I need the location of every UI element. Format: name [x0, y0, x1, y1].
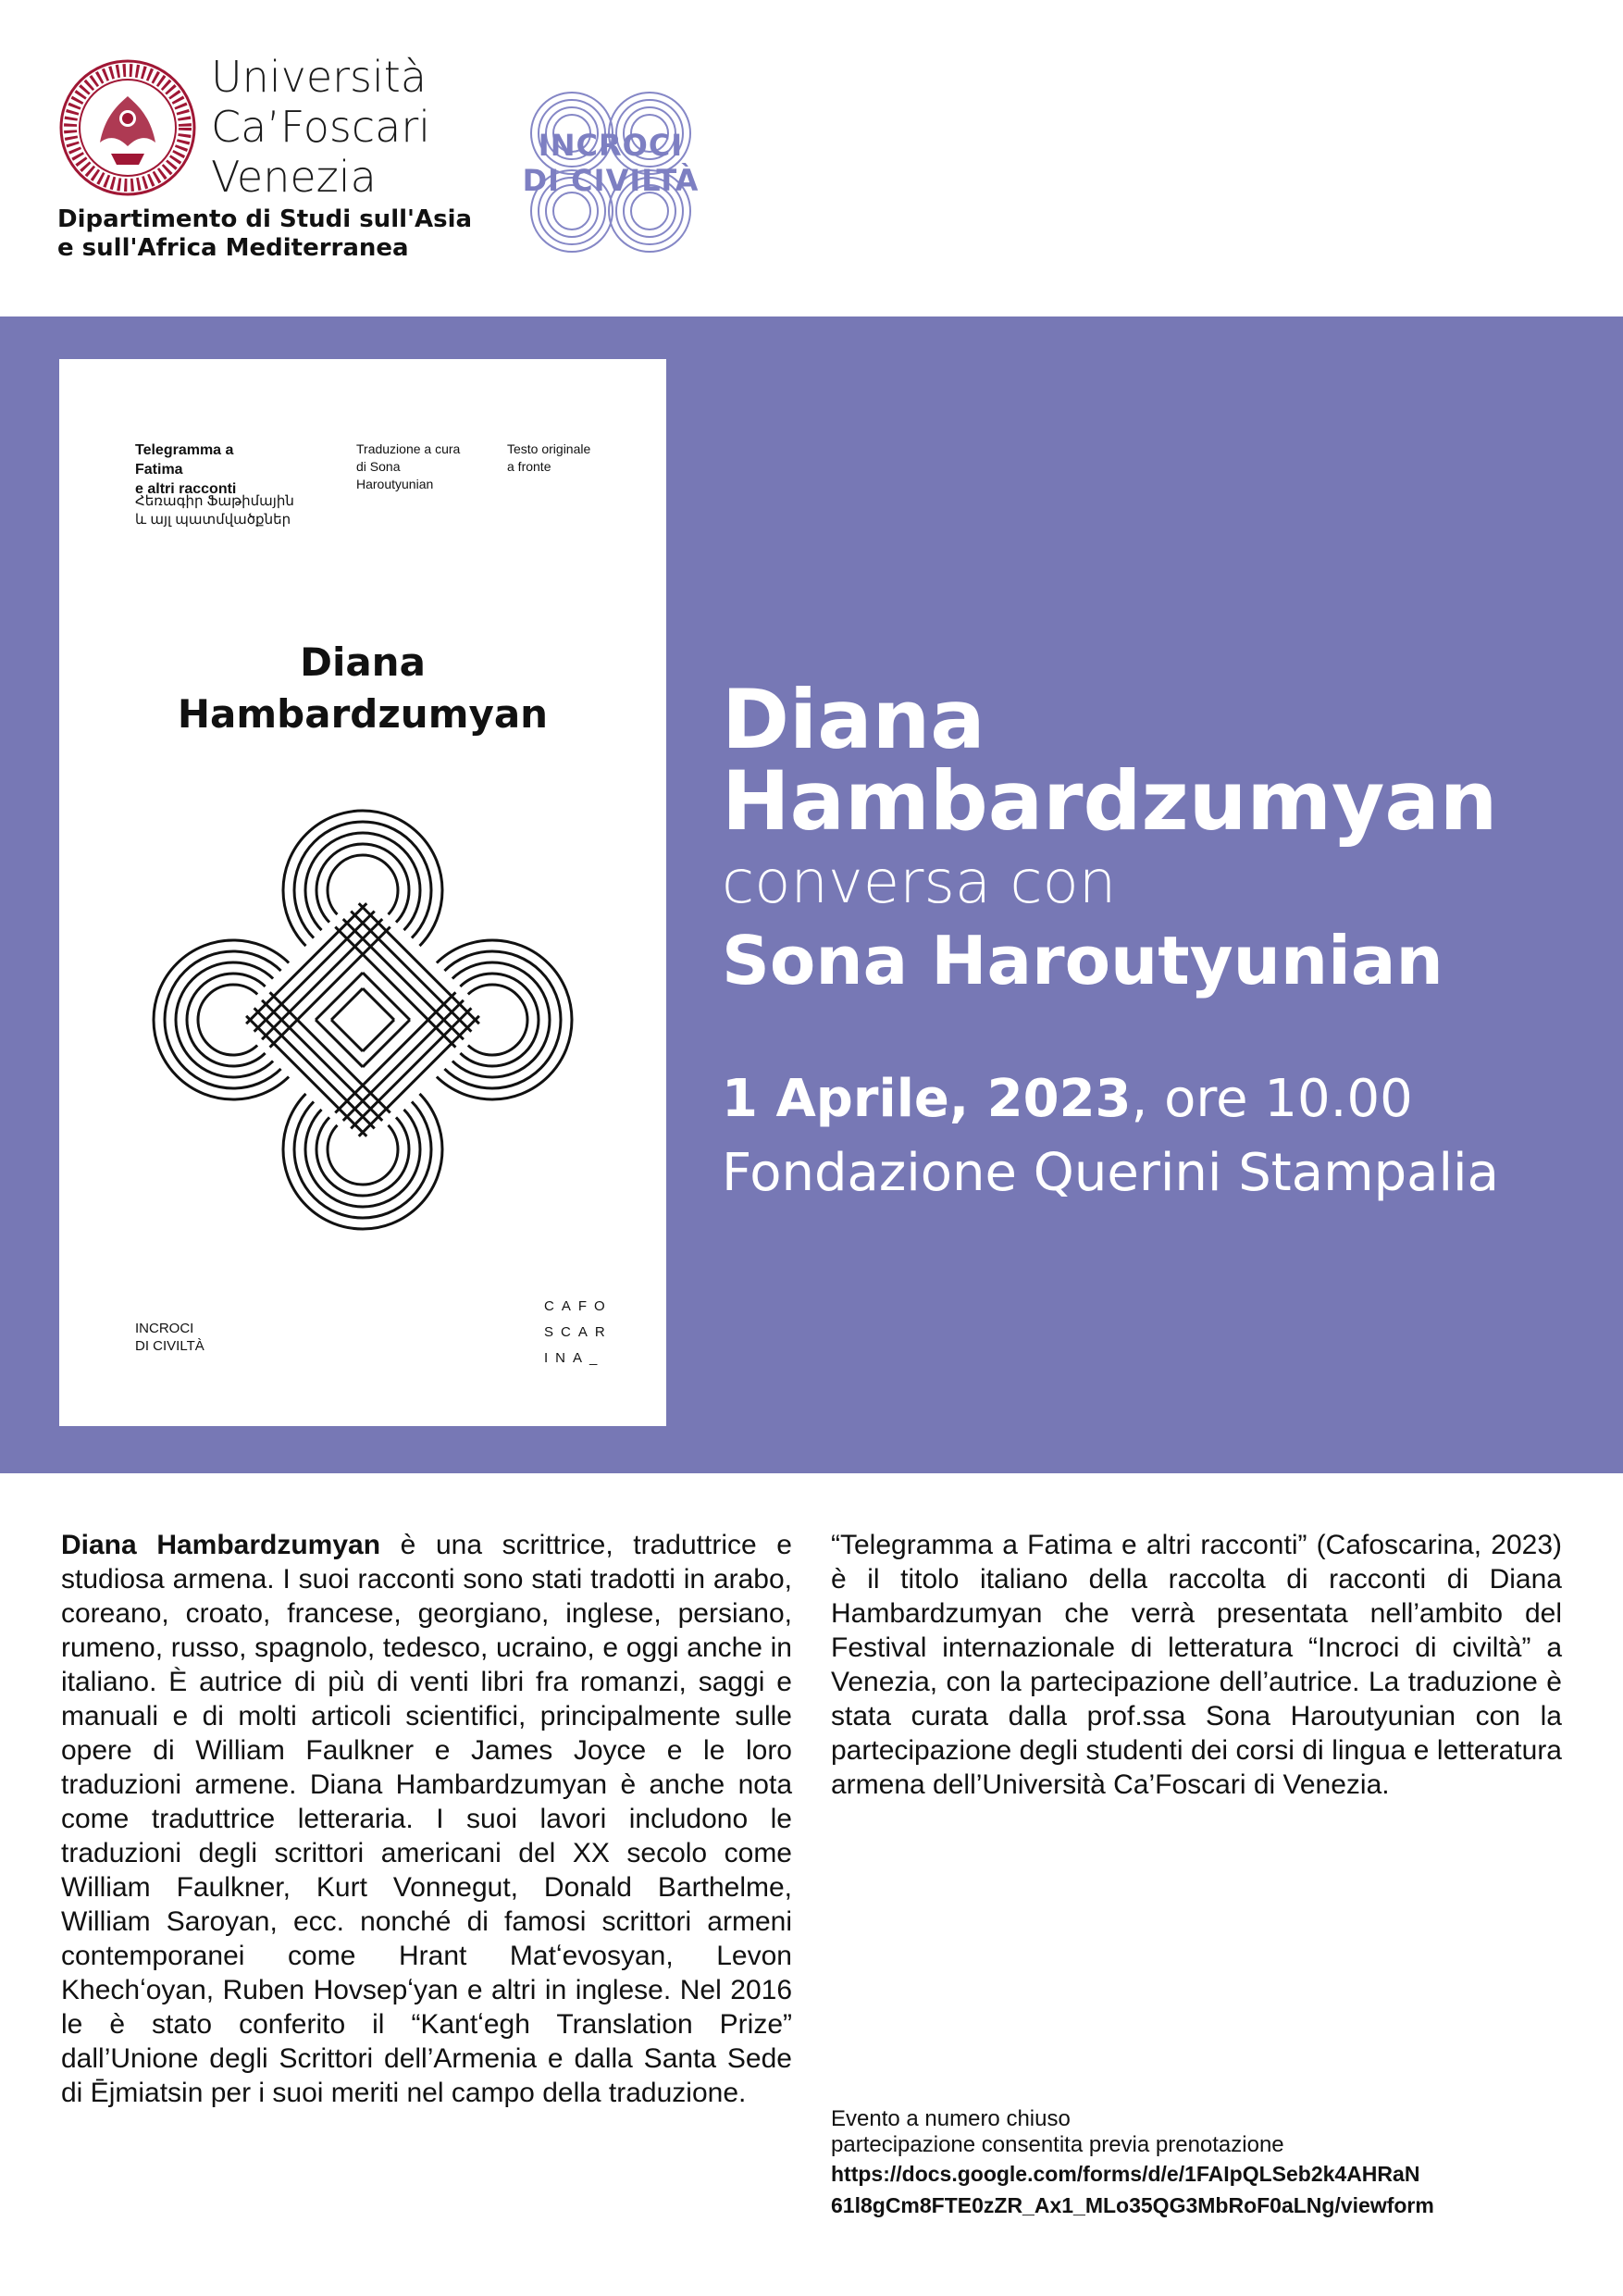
university-name: Università Ca’Foscari Venezia [211, 52, 431, 202]
registration-notice [831, 2106, 1434, 2221]
registration-link-part1[interactable]: https://docs.google.com/forms/d/e/1FAIpQLSeb2k4AHRaN [831, 2162, 1420, 2186]
speaker-name-line2: Hambardzumyan [722, 753, 1498, 849]
cover-original-note: Testo originale a fronte [507, 441, 591, 474]
connector-text: conversa con [722, 849, 1117, 917]
event-time: , ore 10.00 [1131, 1069, 1413, 1129]
cover-series: INCROCI DI CIVILTÀ [135, 1321, 204, 1354]
bio-text: è una scrittrice, traduttrice e studiosa armena. I suoi racconti sono stati tradotti in arabo, coreano, croato, francese, georgiano, inglese, persiano, rumeno, russo, spagnolo, tedesco, ucraino, e oggi anche in italiano. È autrice di più di venti libri fra romanzi, saggi e manuali e di molti articoli scientifici, principalmente sulle opere di William Faulkner e James Joyce e le loro traduzioni armene. Diana Hambardzumyan è anche nota come traduttrice letteraria. I suoi lavori includono le traduzioni degli scrittori americani del XX secolo come William Faulkner, Kurt Vonnegut, Donald Barthelme, William Saroyan, ecc. nonché di famosi scrittori armeni contemporanei come Hrant Matʻevosyan, Levon Khechʻoyan, Ruben Hovsepʻyan e altri in inglese. Nel 2016 le è stato conferito il “Kantʻegh Translation Prize” dall’Unione degli Scrittori dell’Armenia e dalla Santa Sede di Ējmiatsin per i suoi meriti nel campo della traduzione. [61, 1530, 792, 2108]
event-title [722, 672, 1498, 999]
registration-link[interactable] [831, 2158, 1434, 2221]
cover-publisher: CAFO SCAR INA_ [544, 1298, 613, 1366]
cover-armenian-title: Հեռագիր Ֆաթիմային և այլ պատմվածքներ [135, 493, 294, 527]
cover-translator: Traduzione a cura di Sona Haroutyunian [356, 441, 461, 491]
book-cover [59, 359, 666, 1426]
cover-author: Diana Hambardzumyan [177, 639, 549, 737]
book-paragraph: “Telegramma a Fatima e altri racconti” (Cafoscarina, 2023) è il titolo italiano della raccolta di racconti di Diana Hambardzumyan che verrà presentata nell’ambito del Festival internazionale di letteratura “Incroci di civiltà” a Venezia, con la partecipazione dell’autrice. La traduzione è stata curata dalla prof.ssa Sona Haroutyunian con la partecipazione degli studenti dei corsi di lingua e letteratura armena dell’Università Ca’Foscari di Venezia. [831, 1530, 1562, 1800]
speaker-name-line1: Diana [722, 672, 985, 767]
bio-paragraph [61, 1528, 792, 2110]
cover-title: Telegramma a Fatima e altri racconti [135, 442, 237, 497]
university-seal-icon [57, 57, 198, 198]
department-name: Dipartimento di Studi sull'Asia e sull'Africa Mediterranea [57, 205, 473, 262]
event-datetime [722, 1062, 1499, 1210]
bio-name: Diana Hambardzumyan [61, 1530, 381, 1560]
notice-line2: partecipazione consentita previa prenotazione [831, 2132, 1284, 2157]
notice-line1: Evento a numero chiuso [831, 2106, 1071, 2131]
festival-logo-text: INCROCI DI CIVILTÀ [522, 128, 700, 198]
event-venue: Fondazione Querini Stampalia [722, 1143, 1499, 1203]
header [0, 0, 1623, 316]
guest-name: Sona Haroutyunian [722, 922, 1443, 999]
armenian-eternity-knot-icon [144, 801, 581, 1238]
registration-link-part2[interactable]: 61l8gCm8FTE0zZR_Ax1_MLo35QG3MbRoF0aLNg/viewform [831, 2193, 1434, 2217]
event-date: 1 Aprile, 2023 [722, 1069, 1132, 1129]
